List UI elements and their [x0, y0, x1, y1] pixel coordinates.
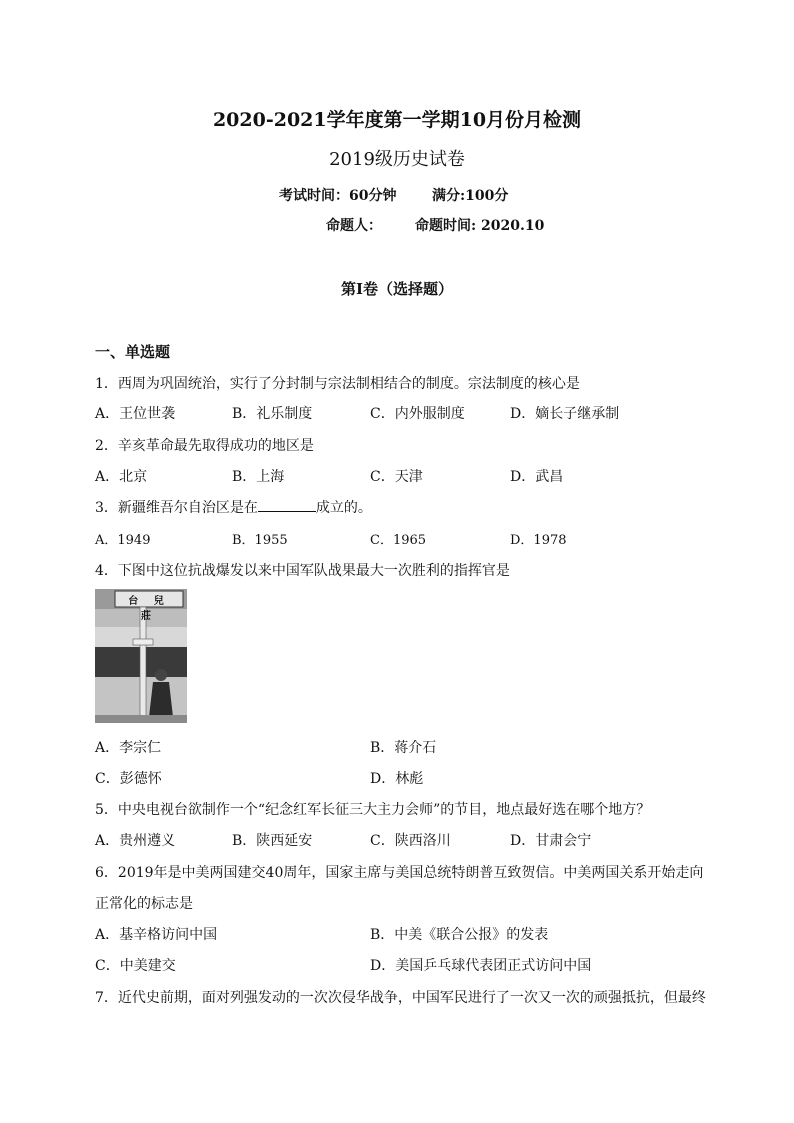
question-4-option-c: C．彭德怀 — [95, 771, 162, 787]
question-5-option-b: B．陕西延安 — [232, 833, 313, 849]
question-6-option-d: D．美国乒乓球代表团正式访问中国 — [370, 958, 592, 974]
question-1-option-d: D．嫡长子继承制 — [510, 406, 620, 422]
question-5-option-a: A．贵州遵义 — [95, 833, 176, 849]
question-6-stem-line2: 正常化的标志是 — [95, 896, 193, 912]
question-2-option-b: B．上海 — [232, 469, 285, 485]
photo-sign-text: 台 兒 莊 — [128, 596, 170, 622]
exam-time: 考试时间：60分钟 — [279, 188, 397, 204]
question-3-option-c: C．1965 — [370, 533, 427, 548]
question-3-stem — [95, 497, 372, 517]
question-setter: 命题人： — [326, 218, 382, 234]
question-1-stem: 1．西周为巩固统治，实行了分封制与宗法制相结合的制度。宗法制度的核心是 — [95, 376, 580, 392]
section-heading: 一、单选题 — [95, 343, 171, 361]
question-2-option-a: A．北京 — [95, 469, 148, 485]
question-6-option-c: C．中美建交 — [95, 958, 176, 974]
question-3-stem-after: 成立的。 — [315, 500, 372, 516]
question-6-stem-line1: 6．2019年是中美两国建交40周年，国家主席与美国总统特朗普互致贺信。中美两国关系开始走向 — [95, 865, 704, 881]
question-3-stem-before: 3．新疆维吾尔自治区是在 — [95, 500, 258, 516]
question-4-option-b: B．蒋介石 — [370, 740, 437, 756]
part-title: 第Ⅰ卷（选择题） — [340, 280, 454, 298]
full-score: 满分:100分 — [432, 188, 509, 204]
question-4-option-a: A．李宗仁 — [95, 740, 162, 756]
question-3-option-d: D．1978 — [510, 533, 567, 548]
question-1-option-b: B．礼乐制度 — [232, 406, 313, 422]
historical-photo — [95, 589, 187, 723]
question-2-option-d: D．武昌 — [510, 469, 564, 485]
page-subtitle: 2019级历史试卷 — [329, 149, 465, 170]
question-5-option-c: C．陕西洛川 — [370, 833, 451, 849]
setter-date: 命题时间: 2020.10 — [415, 218, 545, 234]
question-6-option-b: B．中美《联合公报》的发表 — [370, 927, 549, 943]
question-4-stem: 4．下图中这位抗战爆发以来中国军队战果最大一次胜利的指挥官是 — [95, 563, 510, 579]
question-5-option-d: D．甘肃会宁 — [510, 833, 592, 849]
question-2-stem: 2．辛亥革命最先取得成功的地区是 — [95, 438, 314, 454]
question-1-option-c: C．内外服制度 — [370, 406, 465, 422]
question-3-option-b: B．1955 — [232, 533, 288, 548]
answer-blank — [258, 499, 316, 512]
question-2-option-c: C．天津 — [370, 469, 423, 485]
page-title: 2020-2021学年度第一学期10月份月检测 — [212, 109, 582, 131]
question-3-option-a: A．1949 — [95, 533, 151, 548]
question-4-option-d: D．林彪 — [370, 771, 424, 787]
question-6-option-a: A．基辛格访问中国 — [95, 927, 218, 943]
question-5-stem: 5．中央电视台欲制作一个“纪念红军长征三大主力会师”的节目，地点最好选在哪个地方？ — [95, 802, 651, 818]
question-7-stem: 7．近代史前期，面对列强发动的一次次侵华战争，中国军民进行了一次又一次的顽强抵抗，但最终 — [95, 990, 706, 1006]
question-1-option-a: A．王位世袭 — [95, 406, 176, 422]
